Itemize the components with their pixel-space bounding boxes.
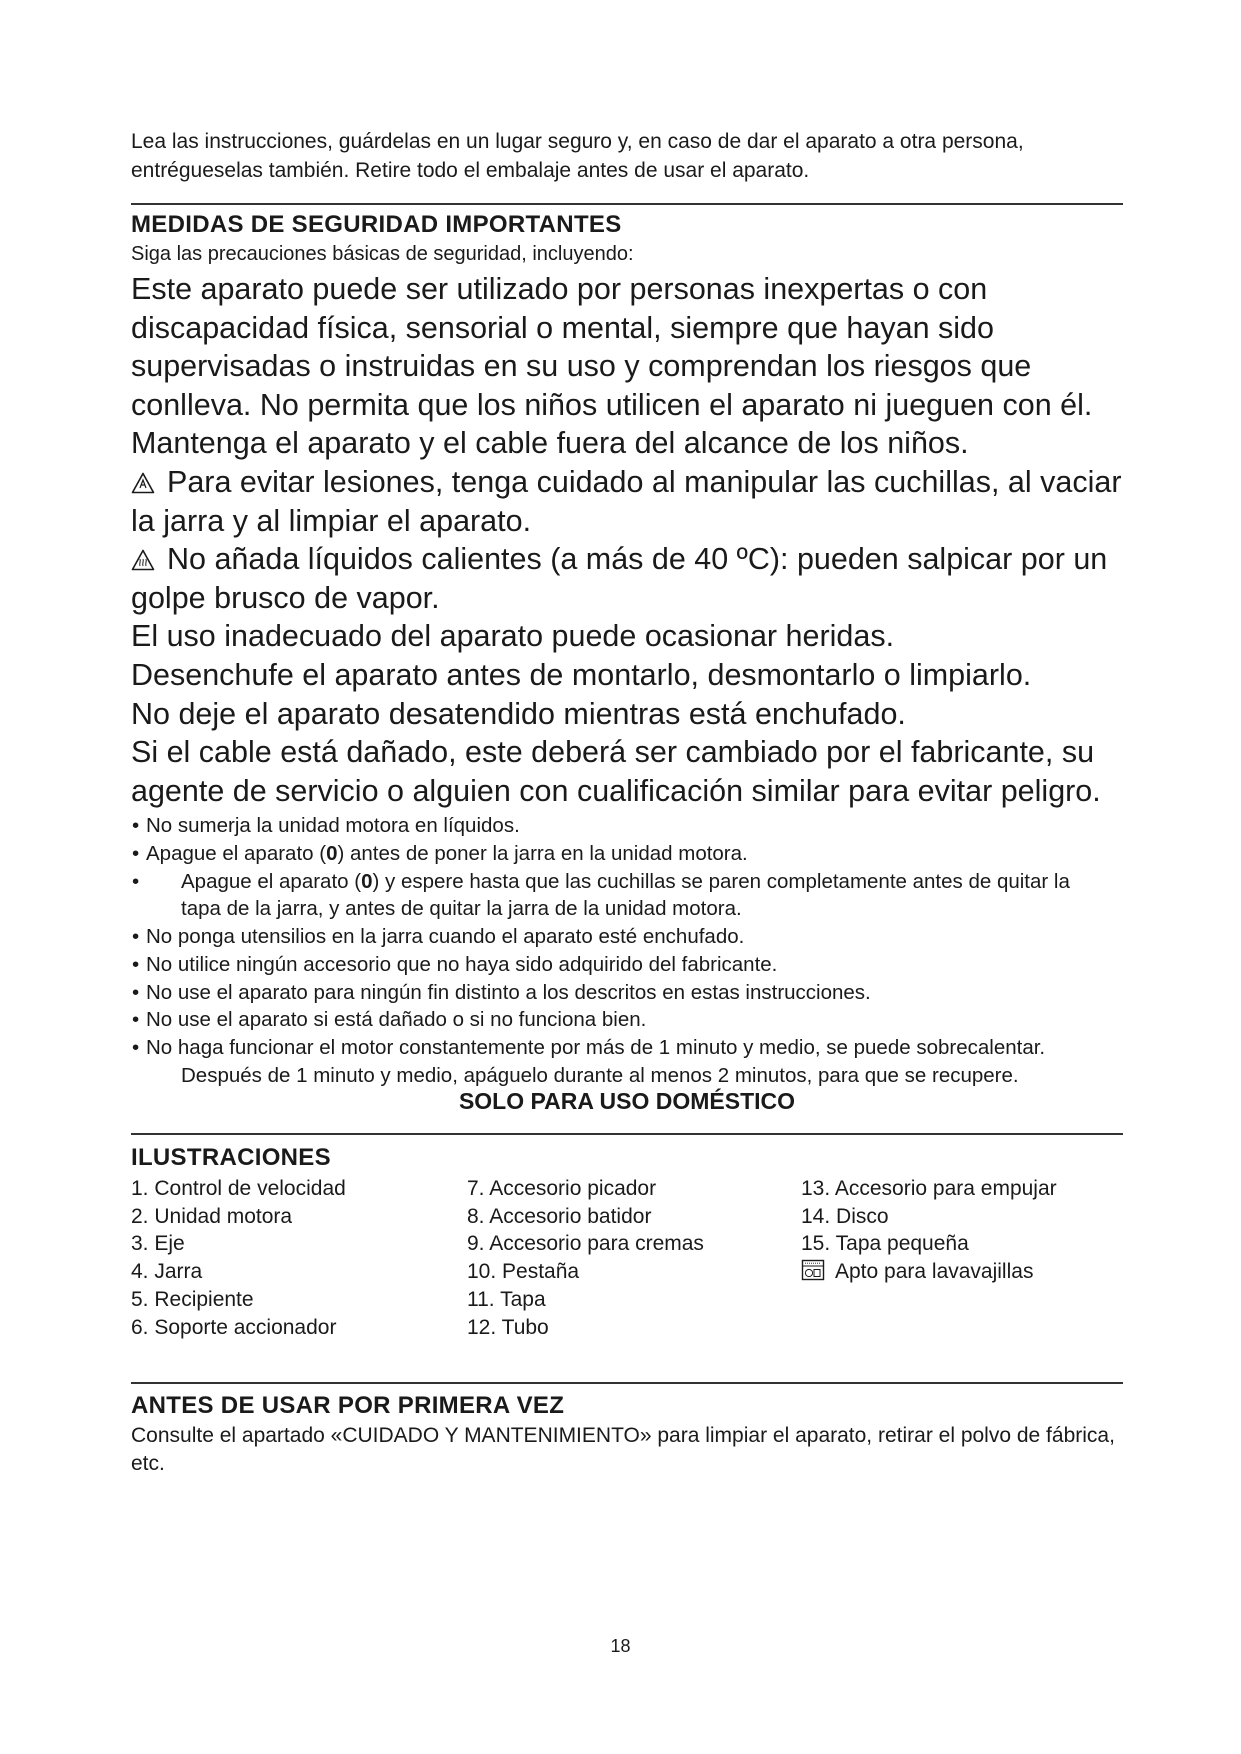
parts-column-2 (467, 1175, 704, 1341)
bullet-item: • No use el aparato para ningún fin distinto a los descritos en estas instrucciones. (131, 979, 1123, 1007)
dishwasher-label: Apto para lavavajillas (835, 1260, 1034, 1284)
parts-column-3 (801, 1175, 1057, 1286)
part-item: 6. Soporte accionador (131, 1315, 337, 1339)
bullet-item: • No ponga utensilios en la jarra cuando el aparato esté enchufado. (131, 923, 1123, 951)
section-divider (131, 1382, 1123, 1384)
before-first-use-line-1: Consulte el apartado «CUIDADO Y MANTENIMIENTO» para limpiar el aparato, retirar el polvo de fábrica, (131, 1424, 1115, 1447)
part-item: 4. Jarra (131, 1260, 203, 1284)
safety-title: MEDIDAS DE SEGURIDAD IMPORTANTES (131, 211, 622, 238)
page-number: 18 (610, 1636, 631, 1656)
section-divider (131, 1133, 1123, 1135)
bullet-item: • Apague el aparato (0) y espere hasta que las cuchillas se paren completamente antes de quitar la tapa de la jarra, y antes de quitar la jarra de la unidad motora. (131, 868, 1123, 923)
warning-hot-liquids-text: No añada líquidos calientes (a más de 40 ºC): pueden salpicar por un golpe brusco de vapor. (131, 542, 1108, 615)
intro-line-2: entrégueselas también. Retire todo el embalaje antes de usar el aparato. (131, 159, 810, 182)
warning-blades (131, 463, 1123, 540)
part-item: 8. Accesorio batidor (467, 1204, 652, 1228)
intro-line-1: Lea las instrucciones, guárdelas en un lugar seguro y, en caso de dar el aparato a otra persona, (131, 130, 1024, 153)
part-item: 3. Eje (131, 1232, 185, 1256)
part-item: 15. Tapa pequeña (801, 1232, 969, 1256)
safety-section (131, 211, 1123, 1089)
intro-paragraph (131, 127, 1123, 185)
bullet-item: • No haga funcionar el motor constantemente por más de 1 minuto y medio, se puede sobrecalentar. Después de 1 minuto y medio, apáguelo durante al menos 2 minutos, para que se recupere. (131, 1034, 1123, 1089)
warning-supervision: Este aparato puede ser utilizado por personas inexpertas o con discapacidad física, sensorial o mental, siempre que hayan sido supervisadas o instruidas en su uso y comprendan los riesgos que conlleva. No permita que los niños utilicen el aparato ni jueguen con él. Mantenga el aparato y el cable fuera del alcance de los niños. (131, 272, 1093, 461)
part-item: 2. Unidad motora (131, 1204, 293, 1228)
before-first-use-text (131, 1422, 1123, 1478)
bullet-item: • No sumerja la unidad motora en líquidos. (131, 812, 1123, 840)
safety-warnings (131, 270, 1123, 810)
dishwasher-icon (801, 1259, 825, 1281)
part-item: 13. Accesorio para empujar (801, 1177, 1057, 1200)
part-item: 7. Accesorio picador (467, 1177, 657, 1200)
hot-steam-warning-icon (131, 549, 155, 571)
part-item: 11. Tapa (467, 1287, 546, 1311)
part-item: 1. Control de velocidad (131, 1177, 346, 1200)
warning-misuse: El uso inadecuado del aparato puede ocasionar heridas. (131, 619, 895, 654)
warning-cable: Si el cable está dañado, este deberá ser cambiado por el fabricante, su agente de servicio o alguien con cualificación similar para evitar peligro. (131, 735, 1101, 808)
bullet-item: • Apague el aparato (0) antes de poner la jarra en la unidad motora. (131, 840, 1123, 868)
warning-hot-liquids (131, 540, 1123, 617)
part-item: 9. Accesorio para cremas (467, 1232, 704, 1256)
safety-bullet-list (131, 812, 1123, 1089)
household-use-notice: SOLO PARA USO DOMÉSTICO (458, 1088, 796, 1114)
part-item: 12. Tubo (467, 1315, 549, 1339)
parts-column-1 (131, 1175, 346, 1341)
part-item: 5. Recipiente (131, 1287, 254, 1311)
before-first-use-line-2: etc. (131, 1452, 165, 1475)
bullet-item: • No utilice ningún accesorio que no haya sido adquirido del fabricante. (131, 951, 1123, 979)
part-item: 10. Pestaña (467, 1260, 580, 1284)
bullet-item: • No use el aparato si está dañado o si no funciona bien. (131, 1006, 1123, 1034)
safety-subtitle: Siga las precauciones básicas de seguridad, incluyendo: (131, 243, 634, 265)
illustrations-title: ILUSTRACIONES (131, 1144, 331, 1171)
section-divider (131, 203, 1123, 205)
part-item: 14. Disco (801, 1204, 889, 1228)
before-first-use-title: ANTES DE USAR POR PRIMERA VEZ (131, 1392, 565, 1419)
dishwasher-safe-item (801, 1258, 1057, 1286)
warning-triangle-icon (131, 472, 155, 494)
warning-blades-text: Para evitar lesiones, tenga cuidado al manipular las cuchillas, al vaciar la jarra y al limpiar el aparato. (131, 464, 1122, 538)
warning-unattended: No deje el aparato desatendido mientras está enchufado. (131, 696, 906, 731)
warning-unplug: Desenchufe el aparato antes de montarlo, desmontarlo o limpiarlo. (131, 657, 1032, 692)
